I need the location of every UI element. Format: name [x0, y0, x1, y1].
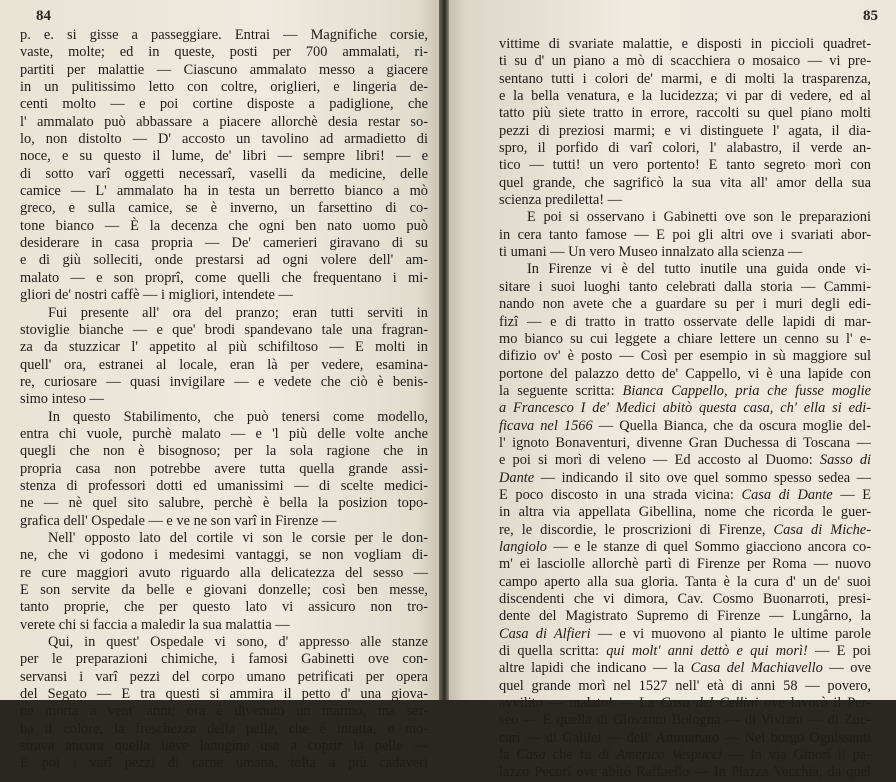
page-number: 85: [863, 8, 878, 24]
italic-text: Casa di Dante: [741, 486, 833, 503]
text-run: E poi i varî pezzi di carne umana, tolta a più cadaveri: [20, 755, 428, 772]
text-run: sentano tutti i colori de' marmi, e di molti la trasparenza,: [499, 70, 871, 87]
text-run: grafica dell' Ospedale — e ve ne son varî in Firenze —: [20, 512, 337, 529]
text-line: [499, 418, 871, 435]
text-run: fizî — e di tratto in tratto osservate delle lapidi di mar-: [499, 313, 871, 330]
text-line: [499, 539, 871, 556]
text-line: [20, 599, 428, 616]
text-run: e la bella venatura, e la lucidezza; vi par di vedere, ed al: [499, 88, 871, 105]
text-run: servansi i varî pezzi del corpo umano petrificati per opera: [20, 668, 428, 685]
text-run: la seguente scritta:: [499, 382, 623, 399]
text-run: per le preparazioni chimiche, i famosi Gabinetti ove con-: [20, 651, 428, 668]
text-run: m' ei lasciolle allorchè partì di Firenze per Roma — nuovo: [499, 556, 871, 573]
text-run: del Segato — E tra questi si ammira il petto d' una giova-: [20, 686, 428, 703]
page-number: 84: [36, 8, 51, 24]
text-run: ne morta a vent' anni; ora è divenuto un marmo, ma ser-: [20, 703, 428, 720]
text-run: E poi si osservano i Gabinetti ove son le preparazioni: [527, 209, 871, 226]
text-run: quel grande morì nel 1527 nell' età di anni 58 — povero,: [499, 677, 871, 694]
text-line: [499, 88, 871, 105]
text-run: la: [499, 747, 517, 764]
text-line: [499, 105, 871, 122]
text-line: [20, 305, 428, 322]
text-run: E poco discosto in una strada vicina:: [499, 486, 742, 503]
text-run: desiderare in casa propria — De' camerieri giravano di su: [20, 235, 428, 252]
text-line: [20, 686, 428, 703]
text-line: [20, 721, 428, 738]
text-line: [20, 252, 428, 269]
text-line: [499, 296, 871, 313]
text-line: [20, 582, 428, 599]
text-run: quel grande, che sagrificò la sua vita all' amor della sua: [499, 174, 871, 191]
text-line: [499, 747, 871, 764]
text-run: vittime di svariate malattie, e disposti in piccioli quadret-: [499, 36, 871, 52]
text-run: discendenti che vi dimora, Cav. Cosmo Buonarroti, presi-: [499, 591, 871, 607]
text-line: [499, 400, 871, 417]
text-line: [20, 114, 428, 131]
text-line: [20, 565, 428, 582]
text-run: greco, e sulla camice, se è inverno, un farsettino di co-: [20, 200, 428, 217]
text-line: [20, 44, 428, 61]
text-run: camice — L' ammalato ha in testa un berretto bianco a mò: [20, 183, 428, 200]
text-run: vaste, molte; ed in queste, posti per 700 ammalati, ri-: [20, 44, 428, 61]
text-line: [499, 608, 871, 625]
text-run: e poi si morì di veleno — Ed accosto al Duomo:: [499, 452, 820, 469]
text-run: In Firenze vi è del tutto inutile una guida onde vi-: [527, 261, 871, 278]
text-run: quegli che non è bisognoso; per la sola ragione che in: [20, 443, 428, 460]
italic-text: langiolo: [499, 538, 547, 555]
text-line: [499, 244, 871, 261]
text-run: lo, non distolto — D' accosto un tavolino ad armadietto di: [20, 131, 428, 148]
text-run: in altra via appellata Gibellina, nome che ricorda le guer-: [499, 504, 871, 521]
text-line: [499, 452, 871, 469]
italic-text: Casa di Miche-: [773, 521, 871, 538]
text-run: cari — di Galilei — dell' Ammanato — Nel borgo Ognissanti: [499, 729, 871, 746]
text-run: re, le discordie, le proscrizioni di Firenze,: [499, 521, 774, 538]
text-run: tone bianco — È la decenza che ogni ben nato uomo può: [20, 217, 428, 234]
text-run: simo inteso —: [20, 391, 104, 408]
italic-text: ficava nel 1566: [499, 417, 593, 434]
text-line: [20, 148, 428, 165]
text-line: [20, 322, 428, 339]
text-run: — Quella Bianca, che da oscura moglie del-: [592, 417, 871, 434]
text-line: [20, 443, 428, 460]
text-line: [20, 513, 428, 530]
text-run: ti umani — Un vero Museo innalzato alla scienza —: [499, 244, 803, 261]
text-run: ti su d' un piano a mò di scacchiera o mosaico — vi pre-: [499, 53, 871, 70]
text-line: [499, 175, 871, 192]
text-line: [20, 669, 428, 686]
italic-text: qui molt' anni dettò e qui morì!: [606, 643, 808, 660]
text-run: in cera tanto famose — E poi gli altri ove i svariati abor-: [499, 226, 871, 243]
text-run: dente del Magistrato Supremo di Firenze — Lungârno, la: [499, 608, 871, 625]
text-line: [20, 461, 428, 478]
text-run: — E poi: [807, 643, 871, 660]
text-line: [20, 738, 428, 755]
text-run: avvilito — malato! — La: [499, 695, 661, 712]
text-line: [499, 522, 871, 539]
text-line: [499, 383, 871, 400]
text-line: [499, 626, 871, 643]
text-line: [20, 478, 428, 495]
text-run: campo aperto alla sua gloria. Tanta è la cura d' un de' suoi: [499, 573, 871, 590]
text-line: [499, 192, 871, 209]
text-line: [499, 123, 871, 140]
text-run: Qui, in quest' Ospedale vi sono, d' appresso alle stanze: [48, 634, 428, 651]
text-run: l' ammalato può abbassare a piacere allorchè desia restar so-: [20, 113, 428, 130]
text-run: — e vi muovono al pianto le ultime parole: [590, 625, 871, 642]
text-line: [499, 470, 871, 487]
text-run: stenza di professori dotti ed umanissimi — di scelte medici-: [20, 477, 428, 494]
text-line: [499, 487, 871, 504]
text-run: tico — tutti! un vero portento! E tanto segreto morì con: [499, 157, 871, 174]
text-run: — E: [832, 486, 871, 503]
right-page: [443, 0, 896, 781]
text-run: ove lavorò il Per-: [758, 695, 871, 712]
text-line: [20, 755, 428, 772]
text-line: [20, 287, 428, 304]
text-run: ne — nè quel sito salubre, perchè è bella la posizion topo-: [20, 495, 428, 512]
text-run: stoviglie bianche — e que' brodi spandevano tale una fragran-: [20, 321, 428, 338]
text-run: partiti per malattie — Ciascuno ammalato messo a giacere: [20, 61, 428, 78]
text-line: [20, 218, 428, 235]
text-line: [20, 617, 428, 634]
text-line: [20, 651, 428, 668]
text-line: [499, 435, 871, 452]
text-run: — indicando il sito ove quel sommo spesso sedea —: [534, 469, 871, 486]
text-line: [499, 209, 871, 226]
text-run: — In via Ginori il pa-: [722, 747, 871, 764]
text-run: l' ignoto Bonaventuri, divenne Gran Duchessa di Toscana —: [499, 434, 871, 451]
italic-text: Casa: [516, 747, 546, 764]
text-run: centi molto — e poi cortine disposte a padiglione, che: [20, 96, 428, 113]
italic-text: Dante: [499, 469, 535, 486]
text-run: ba il colore, la freschezza della pelle, che è intatta, e mo-: [20, 720, 428, 737]
text-run: tatto più siete tratto in errore, raccolti su quel piano molti: [499, 105, 871, 122]
text-line: [499, 157, 871, 174]
text-line: [499, 331, 871, 348]
text-run: difizio ov' è posto — Così per esempio in sù maggiore sul: [499, 348, 871, 365]
text-line: [20, 547, 428, 564]
italic-text: di Americo Vespucci: [598, 747, 723, 764]
text-line: [499, 678, 871, 695]
text-line: [20, 357, 428, 374]
italic-text: Bianca Cappello, pria che fusse moglie: [622, 382, 871, 399]
text-line: [20, 62, 428, 79]
left-page: [0, 0, 443, 772]
text-run: quell' ora, estranei al locale, eran là per vedere, esamina-: [20, 356, 428, 373]
text-run: ne, che vi godono i medesimi vantaggi, se non vogliam di-: [20, 547, 428, 564]
text-run: lazzo Pecori ove abitò Raffaello — In Piazza Vecchia, da quel: [499, 764, 871, 781]
text-run: verete chi si faccia a maledir la sua malattia —: [20, 616, 290, 633]
text-run: propria casa non potrebbe avere tutta quella grande assi-: [20, 460, 428, 477]
text-line: [20, 96, 428, 113]
text-line: [20, 495, 428, 512]
text-line: [499, 712, 871, 729]
text-line: [20, 131, 428, 148]
text-run: di sotto varî oggetti necessarî, vaselli da medicine, delle: [20, 165, 428, 182]
italic-text: Casa di Alfieri: [499, 625, 591, 642]
text-line: [20, 409, 428, 426]
book-gutter: [439, 0, 449, 700]
text-run: malato — e son proprî, come quelli che frequentano i mi-: [20, 269, 428, 286]
text-line: [20, 270, 428, 287]
text-run: in un pulitissimo letto con coltre, origlieri, e lingeria de-: [20, 79, 428, 96]
text-run: E son servite da belle e giovani donzelle; così ben messe,: [20, 582, 428, 598]
text-run: strava ancora quella lieve lanugine usa a coprir la pelle —: [20, 738, 428, 755]
text-run: Nell' opposto lato del cortile vi son le corsie per le don-: [48, 529, 428, 546]
text-run: altre lapidi che indicano — la: [499, 660, 691, 677]
page-body: [499, 36, 871, 782]
text-run: — e le stanze di quel Sommo giacciono ancora co-: [546, 538, 871, 555]
text-line: [499, 140, 871, 157]
text-line: [499, 695, 871, 712]
text-run: noce, e su questo il lume, de' libri — sempre libri! — e: [20, 148, 428, 165]
text-run: che fu: [545, 747, 599, 764]
text-run: entra chi vuole, purchè malato — e 'l più delle volte anche: [20, 425, 428, 442]
text-line: [20, 426, 428, 443]
text-run: nando non avete che a guardare su per i muri degli edi-: [499, 296, 871, 313]
text-run: scienza prediletta! —: [499, 192, 623, 209]
text-line: [499, 556, 871, 573]
text-line: [499, 366, 871, 383]
text-line: [499, 504, 871, 521]
text-line: [499, 261, 871, 278]
text-run: re, curiosare — quasi invigilare — e vedete che ciò è benis-: [20, 373, 428, 390]
text-run: spro, il porfido di varî colori, l' alabastro, il verde an-: [499, 140, 871, 157]
text-line: [499, 53, 871, 70]
text-run: di quella scritta:: [499, 643, 607, 660]
text-line: [499, 591, 871, 608]
text-line: [499, 730, 871, 747]
text-line: [20, 166, 428, 183]
text-line: [499, 660, 871, 677]
italic-text: Casa del Cellini: [660, 695, 759, 712]
text-line: [499, 764, 871, 781]
text-run: p. e. si gisse a passeggiare. Entrai — Magnifiche corsie,: [20, 27, 428, 43]
text-line: [20, 200, 428, 217]
text-run: mo bianco su cui leggete a chiare lettere un cenno su l' e-: [499, 330, 871, 347]
text-line: [499, 574, 871, 591]
text-line: [499, 36, 871, 53]
text-line: [20, 235, 428, 252]
text-run: pezzi di preziosi marmi; e vi distinguete l' agata, il dia-: [499, 122, 871, 139]
italic-text: Sasso di: [819, 452, 872, 469]
text-line: [20, 530, 428, 547]
text-run: — ove: [822, 660, 871, 677]
text-run: tanto proprie, che per questo lato vi assicuro non tro-: [20, 599, 428, 616]
text-line: [499, 279, 871, 296]
text-line: [20, 703, 428, 720]
text-run: gliori de' nostri caffè — i migliori, intendete —: [20, 287, 293, 304]
text-line: [499, 227, 871, 244]
text-run: In questo Stabilimento, che può tenersi come modello,: [48, 408, 428, 425]
text-line: [20, 374, 428, 391]
text-line: [20, 79, 428, 96]
text-run: za da stuzzicar l' appetito al più schifiltoso — E molti in: [20, 339, 428, 356]
text-run: seo — E quella di Giovanni Bologna — di Viviani — di Zuc-: [499, 712, 871, 729]
text-line: [20, 391, 428, 408]
italic-text: a Francesco I de' Medici abitò questa casa, ch' ella si edi-: [499, 400, 871, 417]
text-line: [20, 339, 428, 356]
text-line: [499, 643, 871, 660]
italic-text: Casa del Machiavello: [690, 660, 823, 677]
text-run: re cure maggiori avuto riguardo alla delicatezza del sesso —: [20, 564, 428, 581]
text-run: portone del palazzo detto de' Cappello, vi è una lapide con: [499, 365, 871, 382]
text-line: [499, 71, 871, 88]
text-line: [20, 27, 428, 44]
text-line: [20, 634, 428, 651]
text-line: [499, 348, 871, 365]
page-body: [20, 27, 428, 773]
text-run: sitare i suoi luoghi tanto celebrati dalla storia — Cammi-: [499, 278, 871, 295]
text-line: [499, 314, 871, 331]
text-run: Fui presente all' ora del pranzo; eran tutti serviti in: [48, 304, 428, 321]
text-line: [20, 183, 428, 200]
text-run: e di giù solleciti, onde prestarsi ad ogni volere dell' am-: [20, 252, 428, 269]
